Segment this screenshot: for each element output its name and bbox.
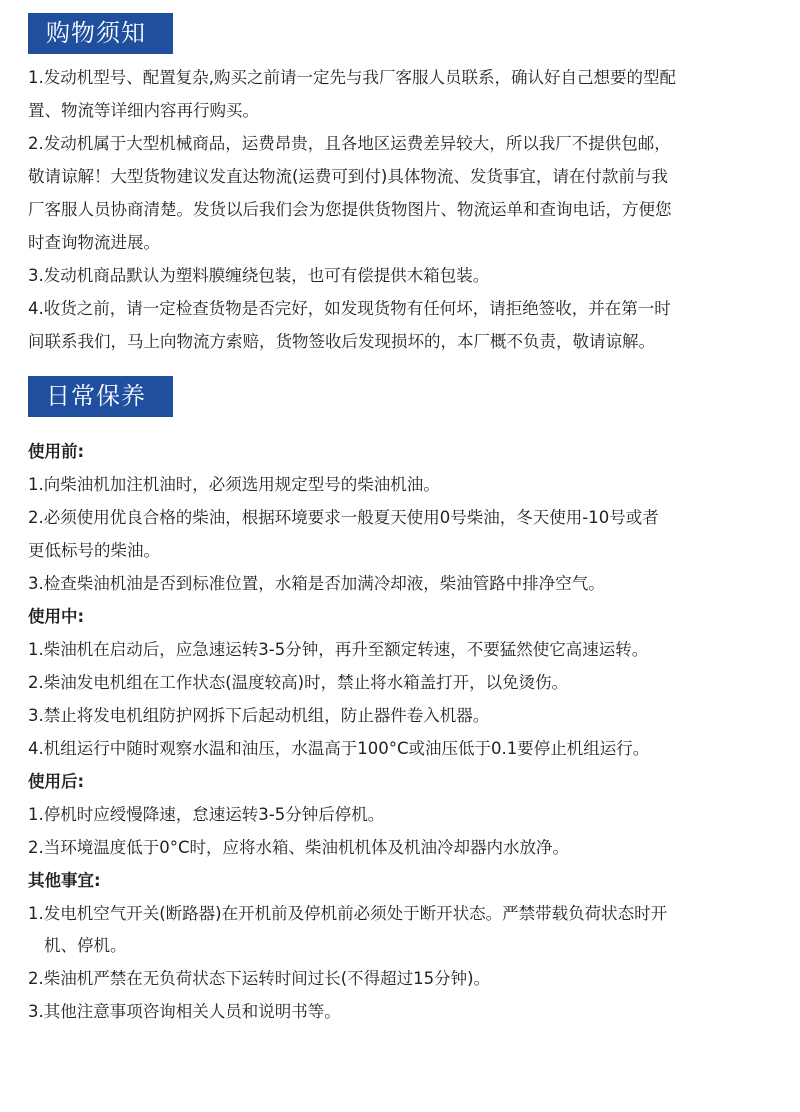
other-matters-heading: 其他事宜:	[28, 871, 101, 890]
after-use-line: 2.当环境温度低于0°C时，应将水箱、柴油机机体及机油冷却器内水放净。	[28, 838, 570, 857]
shopping-line: 敬请谅解！大型货物建议发直达物流(运费可到付)具体物流、发货事宜，请在付款前与我	[28, 167, 668, 186]
during-use-heading: 使用中:	[28, 607, 85, 626]
shopping-line: 2.发动机属于大型机械商品，运费昂贵，且各地区运费差异较大，所以我厂不提供包邮，	[28, 134, 671, 153]
before-use-line: 更低标号的柴油。	[28, 541, 160, 560]
shopping-line: 3.发动机商品默认为塑料膜缠绕包装，也可有偿提供木箱包装。	[28, 266, 490, 285]
other-matters-line: 机、停机。	[44, 936, 127, 955]
during-use-line: 4.机组运行中随时观察水温和油压，水温高于100°C或油压低于0.1要停止机组运行。	[28, 739, 650, 758]
other-matters-line: 3.其他注意事项咨询相关人员和说明书等。	[28, 1002, 341, 1021]
other-matters-line: 2.柴油机严禁在无负荷状态下运转时间过长(不得超过15分钟)。	[28, 969, 491, 988]
before-use-heading: 使用前:	[28, 442, 85, 461]
during-use-line: 1.柴油机在启动后，应急速运转3-5分钟，再升至额定转速，不要猛然使它高速运转。	[28, 640, 649, 659]
shopping-notice-header: 购物须知	[28, 13, 173, 54]
shopping-line: 置、物流等详细内容再行购买。	[28, 101, 259, 120]
before-use-line: 3.检查柴油机油是否到标准位置，水箱是否加满冷却液，柴油管路中排净空气。	[28, 574, 605, 593]
other-matters-line: 1.发电机空气开关(断路器)在开机前及停机前必须处于断开状态。严禁带载负荷状态时开	[28, 904, 668, 923]
shopping-line: 间联系我们，马上向物流方索赔，货物签收后发现损坏的，本厂概不负责，敬请谅解。	[28, 332, 655, 351]
shopping-line: 1.发动机型号、配置复杂,购买之前请一定先与我厂客服人员联系，确认好自己想要的型配	[28, 68, 676, 87]
after-use-heading: 使用后:	[28, 772, 85, 791]
during-use-line: 3.禁止将发电机组防护网拆下后起动机组，防止器件卷入机器。	[28, 706, 490, 725]
during-use-line: 2.柴油发电机组在工作状态(温度较高)时，禁止将水箱盖打开，以免烫伤。	[28, 673, 569, 692]
after-use-line: 1.停机时应绶慢降速，怠速运转3-5分钟后停机。	[28, 805, 385, 824]
shopping-line: 厂客服人员协商清楚。发货以后我们会为您提供货物图片、物流运单和查询电话，方便您	[28, 200, 672, 219]
maintenance-header: 日常保养	[28, 376, 173, 417]
shopping-line: 时查询物流进展。	[28, 233, 160, 252]
shopping-line: 4.收货之前，请一定检查货物是否完好，如发现货物有任何坏，请拒绝签收，并在第一时	[28, 299, 671, 318]
before-use-line: 1.向柴油机加注机油时，必须选用规定型号的柴油机油。	[28, 475, 440, 494]
before-use-line: 2.必须使用优良合格的柴油，根据环境要求一般夏天使用0号柴油，冬天使用-10号或者	[28, 508, 659, 527]
